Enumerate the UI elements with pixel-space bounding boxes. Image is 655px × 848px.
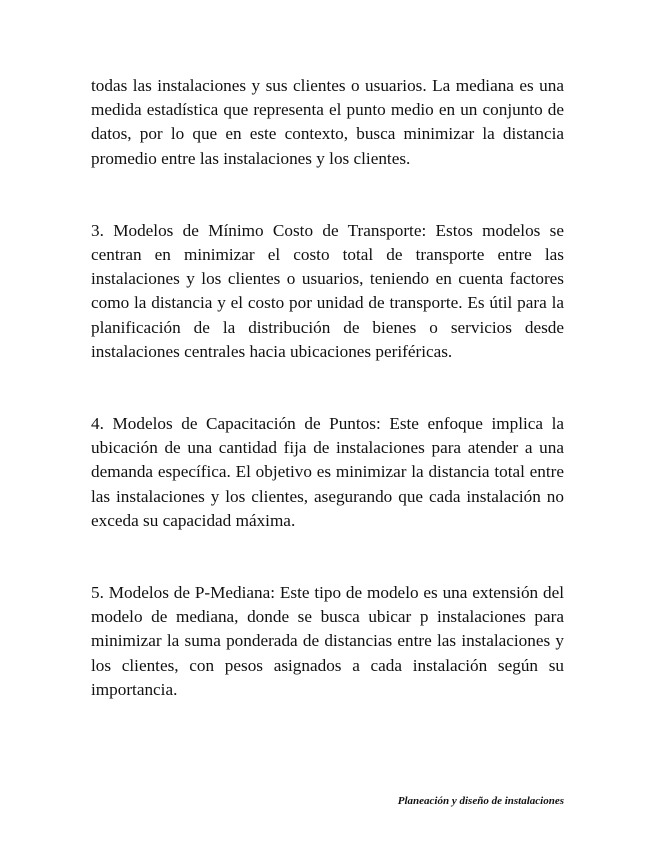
paragraph-minimo-costo-transporte: 3. Modelos de Mínimo Costo de Transporte: Estos modelos se centran en minimizar el costo total de transporte entre las instalaciones y los clientes o usuarios, teniendo en cuenta factores como la distancia y el costo por unidad de transporte. Es útil para la planificación de la distribución de bienes o servicios desde instalaciones centrales hacia ubicaciones periféricas. [91,220,564,361]
paragraph-mediana-continuation: todas las instalaciones y sus clientes o usuarios. La mediana es una medida estadística que representa el punto medio en un conjunto de datos, por lo que en este contexto, busca minimizar la distancia promedio entre las instalaciones y los clientes. [91,76,564,168]
paragraph-capacitacion-puntos: 4. Modelos de Capacitación de Puntos: Este enfoque implica la ubicación de una cantidad fija de instalaciones para atender a una demanda específica. El objetivo es minimizar la distancia total entre las instalaciones y los clientes, asegurando que cada instalación no exceda su capacidad máxima. [91,414,564,530]
paragraph-spacer [91,171,564,219]
paragraph-spacer [91,364,564,412]
paragraph-spacer [91,533,564,581]
page-footer: Planeación y diseño de instalaciones [397,795,564,807]
paragraph-p-mediana: 5. Modelos de P-Mediana: Este tipo de modelo es una extensión del modelo de mediana, donde se busca ubicar p instalaciones para minimizar la suma ponderada de distancias entre las instalaciones y los clientes, con pesos asignados a cada instalación según su importancia. [91,583,564,699]
document-body [91,74,564,702]
